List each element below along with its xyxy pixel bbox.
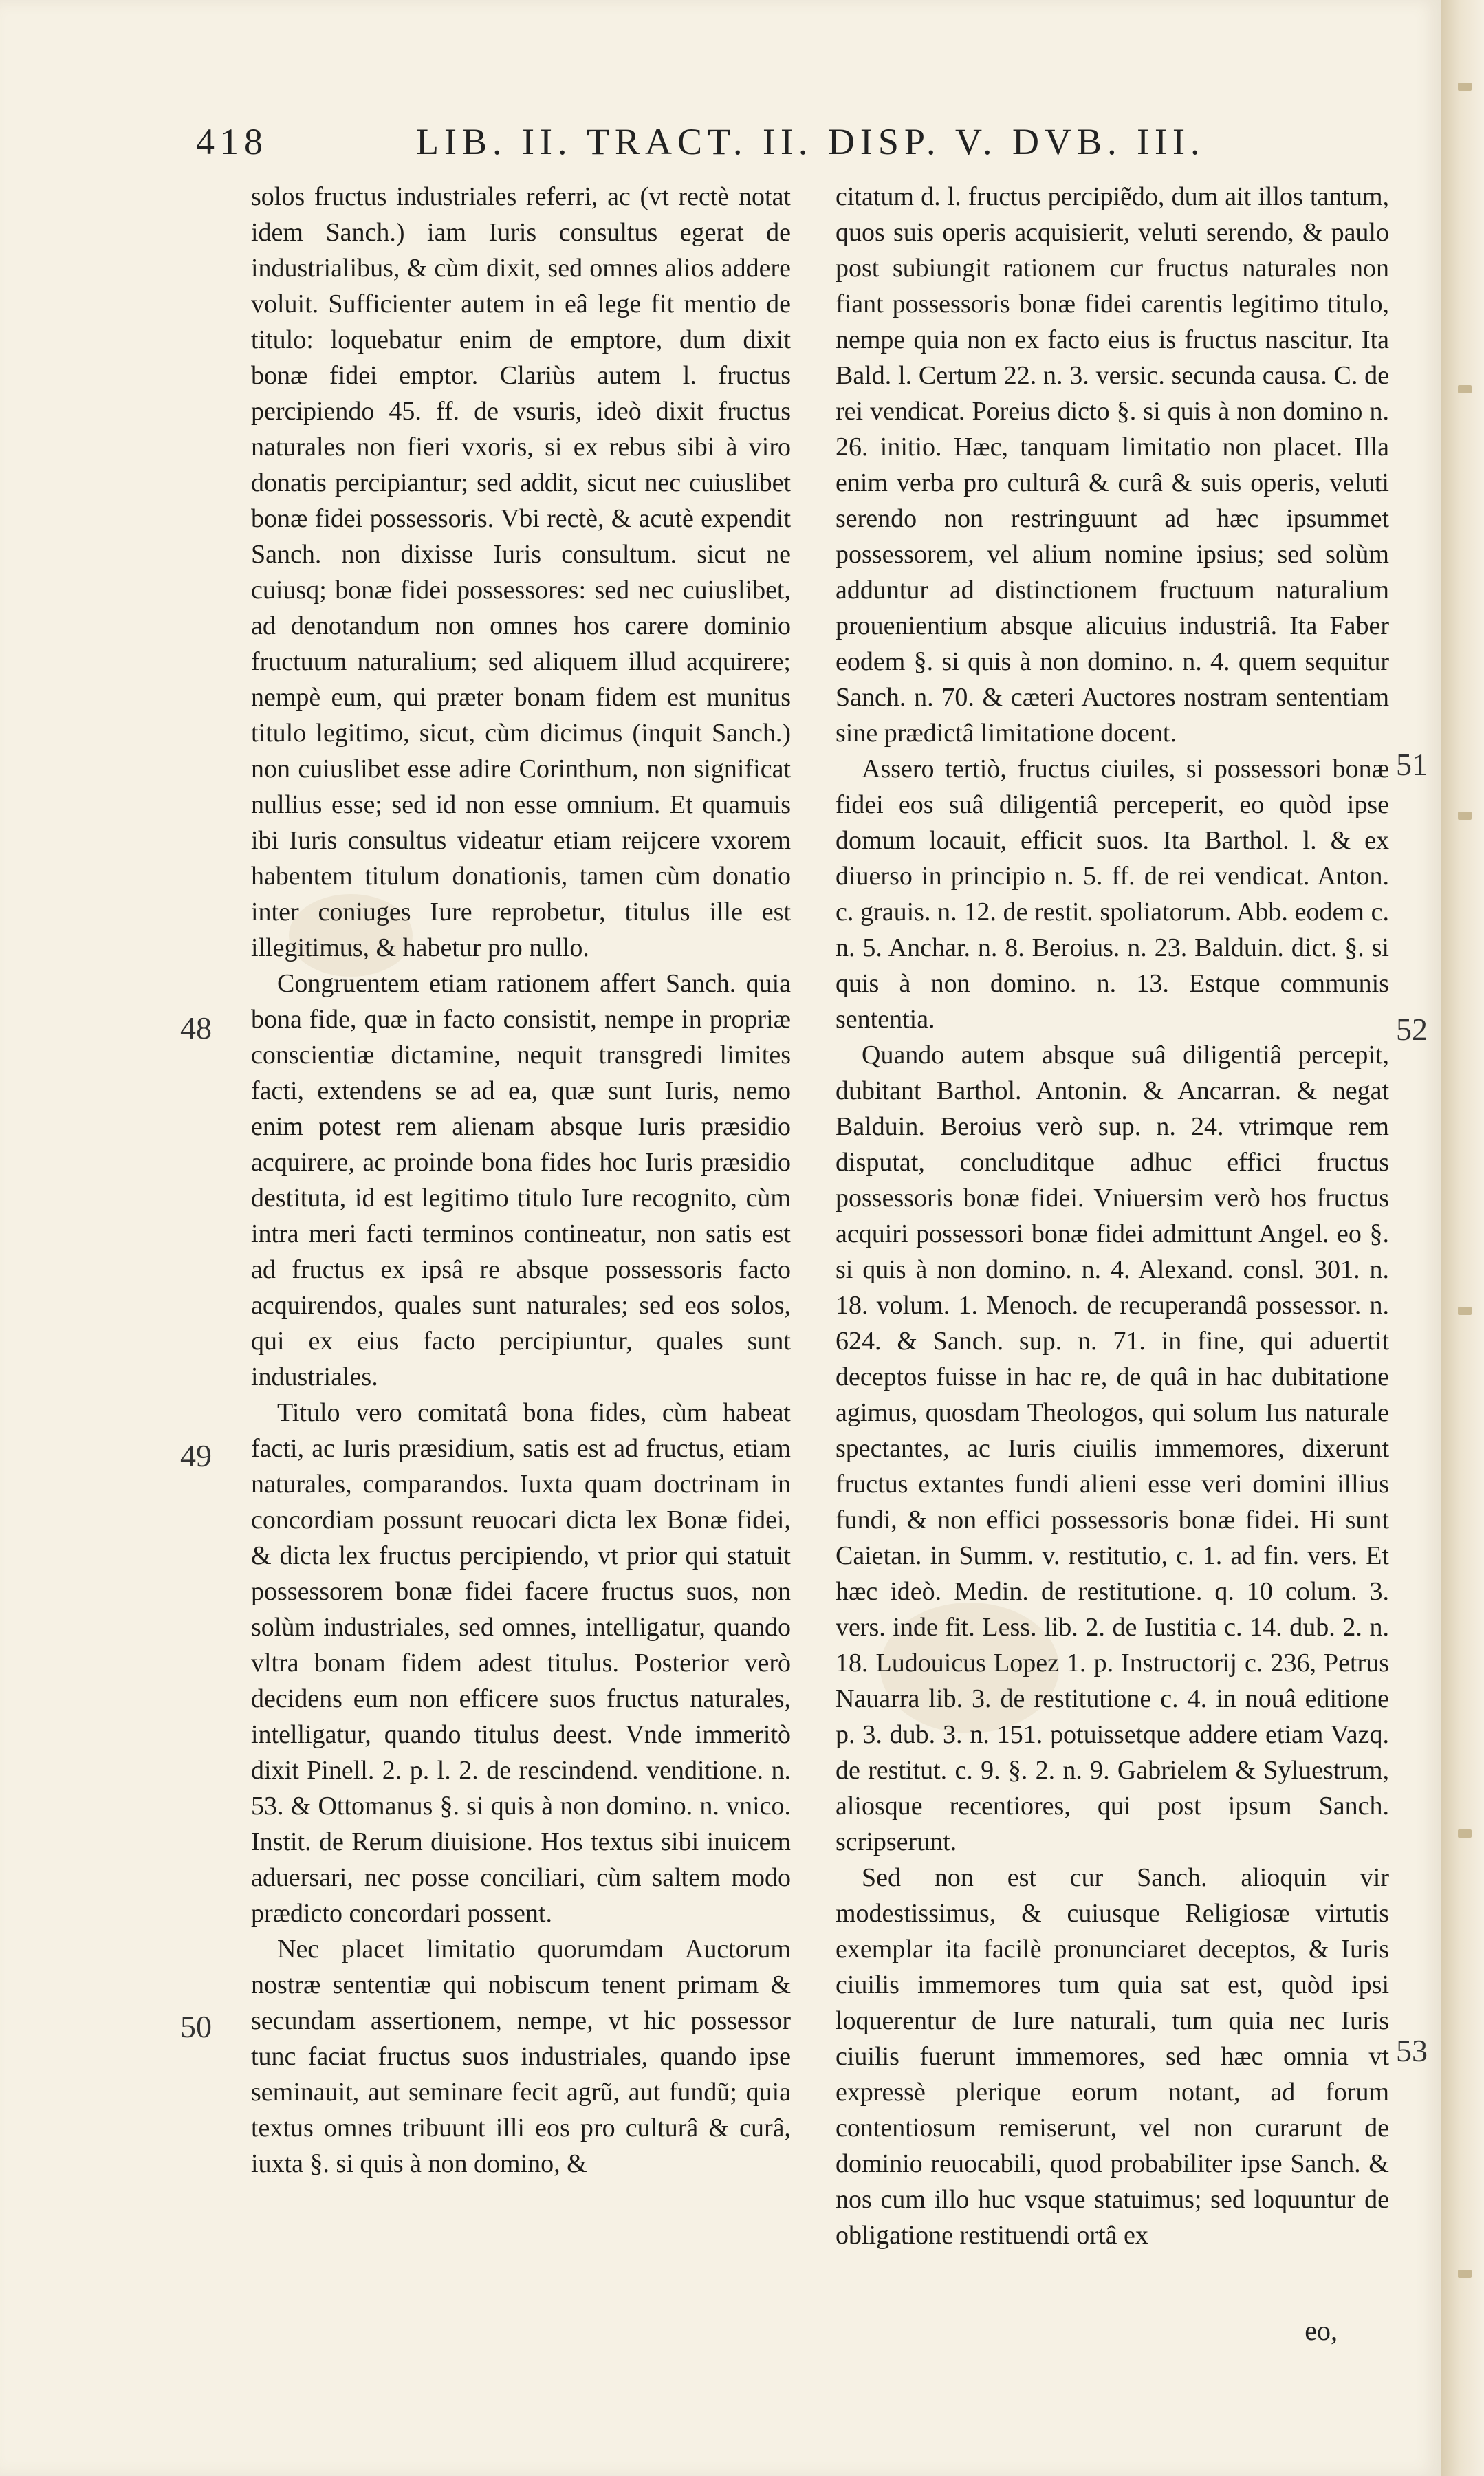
page-header [196, 120, 1205, 169]
catchword: eo, [1305, 2315, 1338, 2346]
page-number: 418 [196, 121, 268, 162]
running-title: LIB. II. TRACT. II. DISP. V. DVB. III. [416, 121, 1205, 162]
right-paragraph-2: Assero tertiò, fructus ciuiles, si possessori bonæ fidei eos suâ diligentiâ perceperit, eo quòd ipse domum locauit, efficit suos. Ita Barthol. l. & ex diuerso in principio n. 5. ff. de rei vendicat. Anton. c. grauis. n. 12. de restit. spoliatorum. Abb. eodem c. n. 5. Anchar. n. 8. Beroius. n. 23. Balduin. dict. §. si quis à non domino. n. 13. Estque communis sententia. [836, 754, 1389, 1034]
margin-number-49: 49 [180, 1438, 212, 1473]
binding-mark [1458, 385, 1472, 393]
left-paragraph-1: solos fructus industriales referri, ac (vt rectè notat idem Sanch.) iam Iuris consultus egerat de industrialibus, & cùm dixit, sed omnes alios addere voluit. Sufficienter autem in eâ lege fit mentio de titulo: loquebatur enim de emptore, dum dixit bonæ fidei emptor. Clariùs autem l. fructus percipiendo 45. ff. de vsuris, ideò dixit fructus naturales non fieri vxoris, si ex rebus sibi à viro donatis percipiantur; sed addit, sicut nec cuiuslibet bonæ fidei possessoris. Vbi rectè, & acutè expendit Sanch. non dixisse Iuris consultum. sicut ne cuiusq; bonæ fidei possessores: sed nec cuiuslibet, ad denotandum non omnes hos carere dominio fructuum naturalium; sed aliquem illud acquirere; nempè eum, qui præter bonam fidem est munitus titulo legitimo, sicut, cùm dicimus (inquit Sanch.) non cuiuslibet esse adire Corinthum, non significat nullius esse; sed id non esse omnium. Et quamuis ibi Iuris consultus videatur etiam reijcere vxorem habentem titulum donationis, tamen cùm donatio inter coniuges Iure reprobetur, titulus ille est illegitimus, & habetur pro nullo. [251, 182, 791, 962]
right-paragraph-3: Quando autem absque suâ diligentiâ percepit, dubitant Barthol. Antonin. & Ancarran. & negat Balduin. Beroius verò sup. n. 24. vtrimque rem disputat, concluditque adhuc effici fructus possessoris bonæ fidei. Vniuersim verò hos fructus acquiri possessori bonæ fidei admittunt Angel. eo §. si quis à non domino. n. 4. Alexand. consl. 301. n. 18. volum. 1. Menoch. de recuperandâ possessor. n. 624. & Sanch. sup. n. 71. in fine, qui aduertit deceptos fuisse in hac re, de quâ in hac dubitatione agimus, quosdam Theologos, qui solum Ius naturale spectantes, ac Iuris ciuilis immemores, dixerunt fructus extantes fundi alieni esse veri domini illius fundi, & non effici possessoris bonæ fidei. Hi sunt Caietan. in Summ. v. restitutio, c. 1. ad fin. vers. Et hæc ideò. Medin. de restitutione. q. 10 colum. 3. vers. inde fit. Less. lib. 2. de Iustitia c. 14. dub. 2. n. 18. Ludouicus Lopez 1. p. Instructorij c. 236, Petrus Nauarra lib. 3. de restitutione c. 4. in nouâ editione p. 3. dub. 3. n. 151. potuissetque addere etiam Vazq. de restitut. c. 9. §. 2. n. 9. Gabrielem & Syluestrum, aliosque recentiores, qui post ipsum Sanch. scripserunt. [836, 1041, 1389, 1856]
left-column [251, 179, 791, 2182]
left-paragraph-3: Titulo vero comitatâ bona fides, cùm habeat facti, ac Iuris præsidium, satis est ad fructus, etiam naturales, comparandos. Iuxta quam doctrinam in concordiam possunt reuocari dicta lex Bonæ fidei, & dicta lex fructus percipiendo, vt prior qui statuit possessorem bonæ fidei facere fructus suos, non solùm industriales, sed omnes, intelligatur, quando vltra bonam fidem adest titulus. Posterior verò decidens eum non efficere suos fructus naturales, intelligatur, quando titulus deest. Vnde immeritò dixit Pinell. 2. p. l. 2. de rescindend. venditione. n. 53. & Ottomanus §. si quis à non domino. n. vnico. Instit. de Rerum diuisione. Hos textus sibi inuicem aduersari, nec posse conciliari, cùm saltem modo prædicto concordari possent. [251, 1398, 791, 1928]
binding-mark [1458, 812, 1472, 820]
margin-number-50: 50 [180, 2009, 212, 2044]
left-paragraph-2: Congruentem etiam rationem affert Sanch. quia bona fide, quæ in facto consistit, nempe in propriæ conscientiæ dictamine, nequit transgredi limites facti, extendens se ad ea, quæ sunt Iuris, nemo enim potest rem alienam absque Iuris præsidio acquirere, ac proinde bona fides hoc Iuris præsidio destituta, id est legitimo titulo Iure recognito, cùm intra meri facti terminos contineatur, non satis est ad fructus ex ipsâ re absque possessoris facto acquirendos, quales sunt naturales; sed eos solos, qui ex eius facto percipiuntur, quales sunt industriales. [251, 969, 791, 1391]
margin-number-51: 51 [1396, 747, 1428, 782]
right-paragraph-4: Sed non est cur Sanch. alioquin vir modestissimus, & cuiusque Religiosæ virtutis exemplar ita facilè pronunciaret deceptos, & Iuris ciuilis immemores tum quia sat est, quòd ipsi loquerentur de Iure naturali, tum quia nec Iuris ciuilis fuerunt immemores, sed hæc omnia vt expressè plerique eorum notant, ad forum contentiosum remiserunt, vel non curarunt de dominio reuocabili, quod probabiliter ipse Sanch. & nos cum illo huc vsque statuimus; sed loquuntur de obligatione restituendi ortâ ex [836, 1863, 1389, 2250]
margin-number-52: 52 [1396, 1012, 1428, 1047]
margin-number-53: 53 [1396, 2033, 1428, 2068]
binding-mark [1458, 1829, 1472, 1838]
left-paragraph-4: Nec placet limitatio quorumdam Auctorum nostræ sententiæ qui nobiscum tenent primam & secundam assertionem, nempe, vt hic possessor tunc faciat fructus suos industriales, quando ipse seminauit, aut seminare fecit agrũ, aut fundũ; quia textus omnes tribuunt illi eos pro culturâ & curâ, iuxta §. si quis à non domino, & [251, 1935, 791, 2178]
binding-mark [1458, 83, 1472, 91]
margin-number-48: 48 [180, 1010, 212, 1045]
binding-mark [1458, 2270, 1472, 2278]
right-paragraph-1: citatum d. l. fructus percipiẽdo, dum ait illos tantum, quos suis operis acquisierit, veluti serendo, & paulo post subiungit rationem cur fructus naturales non fiant possessoris bonæ fidei carentis legitimo titulo, nempe quia non ex facto eius is fructus nascitur. Ita Bald. l. Certum 22. n. 3. versic. secunda causa. C. de rei vendicat. Poreius dicto §. si quis à non domino n. 26. initio. Hæc, tanquam limitatio non placet. Illa enim verba pro culturâ & curâ & suis operis, veluti serendo non restringuunt ad hæc ipsummet possessorem, vel alium nomine ipsius; sed solùm adduntur ad distinctionem fructuum naturalium prouenientium absque alicuius industriâ. Ita Faber eodem §. si quis à non domino. n. 4. quem sequitur Sanch. n. 70. & cæteri Auctores nostram sententiam sine prædictâ limitatione docent. [836, 182, 1389, 748]
binding-mark [1458, 1307, 1472, 1315]
adjacent-page-edge [1441, 0, 1484, 2476]
right-column [836, 179, 1389, 2253]
